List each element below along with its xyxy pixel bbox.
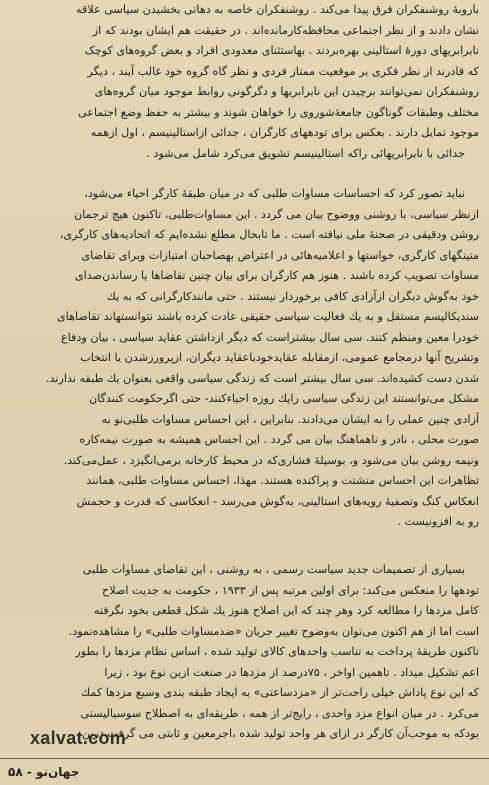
text-line: خودرا معین ومنظم کنند. سی سال بیشتراست که دیگر ازداشتن عقاید سیاسی ، بیان ودفاع: [60, 330, 479, 344]
paragraph-2: [10, 184, 479, 533]
text-line: آزادی چنین عملی را به ایشان می‌دادند. بنابراین ، این احساس مساوات طلبی‌نو به: [101, 412, 479, 426]
text-line: ونیمه روشن بیان می‌شود و، بوسیلۀ فشاری‌که در محیط کارخانه برمی‌انگیزد ، عمل‌می‌کند.: [63, 453, 479, 467]
text-line: تاکنون طریقۀ پرداخت به تناسب واحدهای کالای تولید شده ، اساس نظام مزدها را بطور: [75, 645, 479, 658]
text-line: بودکه به موجب‌آن کارگر در ازای هر واحد تولید شده ،اجرمعین و ثابتی می گرفت.درین: [81, 727, 479, 740]
paragraph-1: [10, 0, 479, 164]
text-line: وتشریح آنها درمجامع عمومی، ازمقابله عقایدخودباعقاید دیگران، ازپرورزشدن یا انتخاب: [80, 351, 479, 364]
text-line: بسیاری از تصمیمات جدید سیاست رسمی ، به روشنی ، این تقاضای مساوات طلبی: [82, 563, 465, 576]
text-line: شدن دست کشیده‌اند. سی سال بیشتر است که زندگی سیاسی واقعی بعنوان یك طبقه ندارند.: [45, 371, 479, 385]
text-line: روشنفکران نمی‌توانند برچیدن این نابرابریها و دگرگونی روابط موجود میان گروه‌های: [94, 85, 479, 98]
text-line: نباید تصور کرد که احساسات مساوات طلبی که در میان طبقۀ کارگر احیاء می‌شود،: [84, 187, 465, 200]
paragraph-3: [10, 560, 479, 745]
text-line: نابرابریهای دورۀ استالینی بهره‌بردند . بهاستثنای معدودی افراد و بعض گروه‌های کوچک: [84, 44, 479, 57]
text-line: جدائی با نابرابریهائی راکه استالینیسم تشویق می‌کرد شامل می‌شود .: [146, 146, 465, 160]
text-line: مشکل می‌توانستند این زندگی سیاسی رایك روزه احیاءکنند- حتی اگرحکومت کنندگان: [88, 392, 479, 405]
text-line: اعم تشکیل میداد . تاهمین اواخر ، ۷۵درصد از مزدها در صنعت ازین نوع بود ، زیرا: [104, 665, 479, 679]
text-line: انعکاس کنگ وتصفیۀ رویه‌های استالینی، به‌گوش می‌رسد - انعکاسی که قدرت و حجمش: [76, 494, 479, 508]
text-line: ازنظر سیاسی، با روشنی ووضوح بیان می گردد . این مساوات‌طلبی، تاکنون هیچ ترجمان: [74, 207, 479, 221]
text-line: مساوات تصویب کرده باشند . هنوز هم کارگران برای بیان چنین تقاضاها یا رساندن‌صدای: [74, 269, 479, 282]
text-line: است اما از هم اکنون می‌توان به‌وضوح تغییر جریان «ضدمساوات طلبی» را مشاهده‌نمود.: [68, 624, 479, 638]
text-line: صورت محلی ، نادر و ناهماهنگ بیان می گردد . این احساس همیشه به صورت نیمه‌کاره: [79, 433, 479, 446]
text-line: تظاهرات این احساس متشتت و پراکنده هستند. مهذا، احساس مساوات طلبی، همانند: [86, 474, 479, 487]
text-line: باروبۀ روشنفکران فرق پیدا می‌کند . روشنفکران خاصه به دهاتی بخشیدن سیاسی علاقه: [75, 3, 479, 16]
text-line: که قادرند از نظر فکری بر موقعیت ممتاز فردی و نظر گاه گروه خود غالب آیند ، دیگر: [87, 64, 479, 78]
text-line: سندیکالیسم مستقل و به یك فعالیت سیاسی حقیقی عادت کرده باشند نتوانستهاند تقاضاهای: [56, 310, 479, 323]
text-line: روشن ودقیقی در صحنۀ ملی نیافته است . ما تابحال مطلع نشده‌ایم که اتحادیه‌های کارگری،: [59, 228, 479, 241]
text-line: خود به‌گوش دیگران ازآزادی کافی برخوردار نیستند . حتی مانندکارگرانی که به یك: [106, 289, 479, 303]
page-number: جهان‌نو - ۵۸: [8, 765, 80, 779]
text-line: تودهها را منعکس می‌کند: برای اولین مرتبه پس از ۱۹۳۳ ، حکومت به جدیت اصلاح: [101, 583, 479, 597]
text-line: نشان دادند و از نظر اجتماعی محافظه‌کارمانده‌اند . در حقیقت هم ایشان بودند که از: [92, 23, 479, 37]
watermark: xalvat.com: [30, 728, 127, 748]
text-line: کامل مزدها را مطالعه کرد وهر چند که این اصلاح هنوز یك شکل قطعی بخود نگرفته: [93, 604, 479, 617]
text-line: مختلف وطبقات گوناگون جامعۀشوروی را خواهان شوند و بیشتر به حفظ وضع اجتماعی: [77, 105, 479, 119]
text-line: موجود تمایل دارند . بعکس برای تودههای کارگران ، جدائی ازاستالینیسم ، اول ازهمه: [90, 126, 479, 139]
page-footer: [0, 758, 489, 785]
text-line: متینگهای کارگری، خواستها و اعلامیه‌هائی در اعتراض بهصاحبان امتیازات وبرای تقاضای: [81, 248, 479, 262]
text-line: رو به افزونیست .: [397, 515, 479, 528]
text-line: که این نوع پاداش خیلی راحت‌تر از «مزدساعتی» به ایجاد طبقه بندی وسیع مزدها کمك: [81, 686, 479, 699]
text-line: می‌کرد . در میان انواع مزد واحدی ، رایج‌تر از همه ، طریقه‌ای به اصطلاح سوسیالیستی: [80, 706, 479, 720]
